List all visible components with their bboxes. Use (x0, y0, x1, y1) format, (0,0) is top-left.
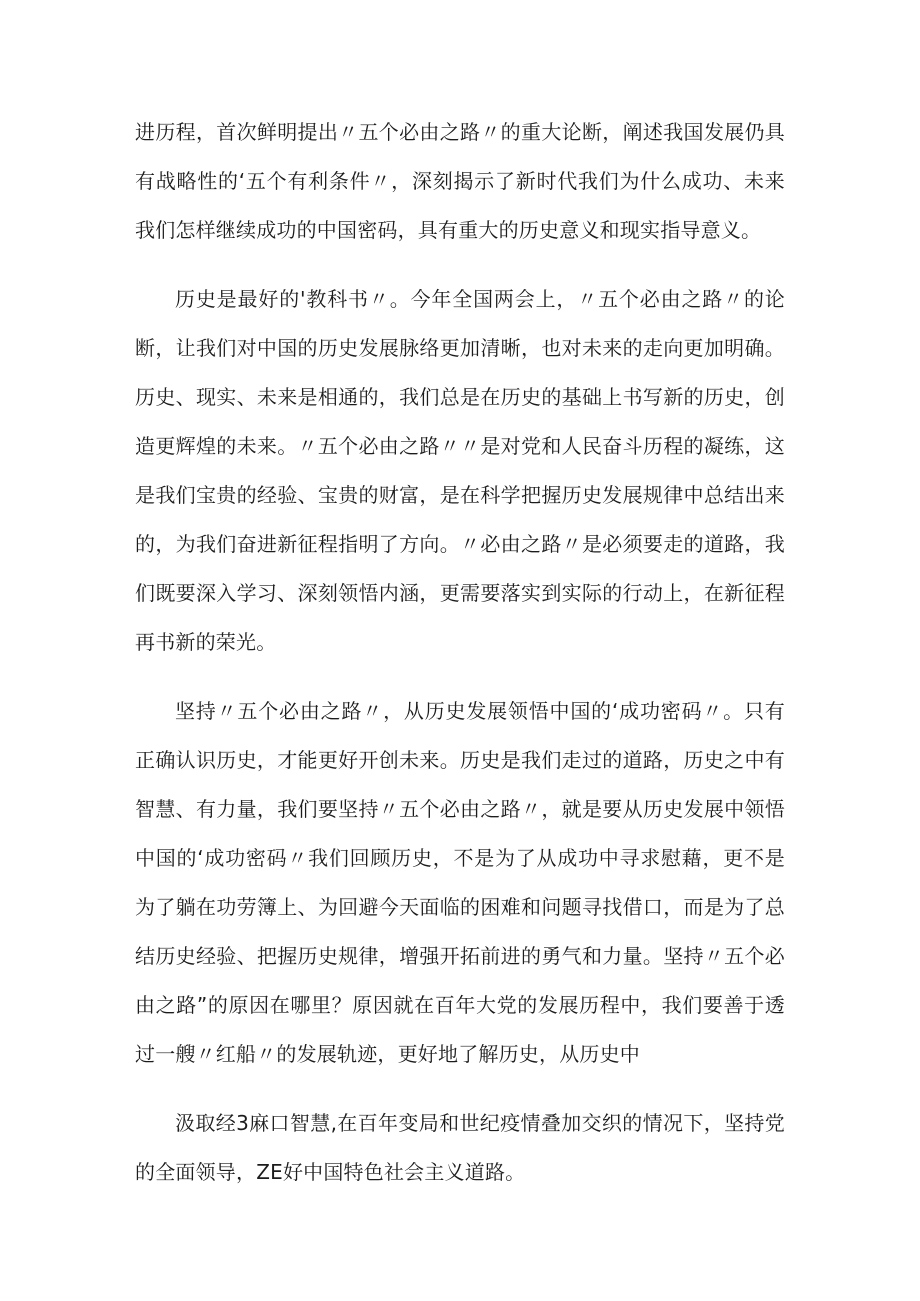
document-body (135, 108, 785, 1197)
paragraph-spacer (135, 667, 785, 687)
paragraph-spacer (135, 1079, 785, 1099)
paragraph-spacer (135, 255, 785, 275)
paragraph-4: 汲取经3麻口智慧,在百年变局和世纪疫情叠加交织的情况下，坚持党的全面领导，ZE好中国特色社会主义道路。 (135, 1111, 785, 1184)
paragraph-3: 坚持〃五个必由之路〃，从历史发展领悟中国的‘成功密码〃。只有正确认识历史，才能更好开创未来。历史是我们走过的道路，历史之中有智慧、有力量，我们要坚持〃五个必由之路〃，就是要从历史发展中领悟中国的‘成功密码〃我们回顾历史，不是为了从成功中寻求慰藉，更不是为了躺在功劳簿上、为回避今天面临的困难和问题寻找借口，而是为了总结历史经验、把握历史规律，增强开拓前进的勇气和力量。坚持〃五个必由之路”的原因在哪里？原因就在百年大党的发展历程中，我们要善于透过一艘〃红船〃的发展轨迹，更好地了解历史，从历史中 (135, 699, 785, 1066)
paragraph-1: 进历程，首次鲜明提出〃五个必由之路〃的重大论断，阐述我国发展仍具有战略性的‘五个有利条件〃，深刻揭示了新时代我们为什么成功、未来我们怎样继续成功的中国密码，具有重大的历史意义和现实指导意义。 (135, 120, 785, 242)
paragraph-2: 历史是最好的'教科书〃。今年全国两会上，〃五个必由之路〃的论断，让我们对中国的历史发展脉络更加清晰，也对未来的走向更加明确。历史、现实、未来是相通的，我们总是在历史的基础上书写新的历史，创造更辉煌的未来。〃五个必由之路〃〃是对党和人民奋斗历程的凝练，这是我们宝贵的经验、宝贵的财富，是在科学把握历史发展规律中总结出来的，为我们奋进新征程指明了方向。〃必由之路〃是必须要走的道路，我们既要深入学习、深刻领悟内涵，更需要落实到实际的行动上，在新征程再书新的荣光。 (135, 287, 785, 654)
